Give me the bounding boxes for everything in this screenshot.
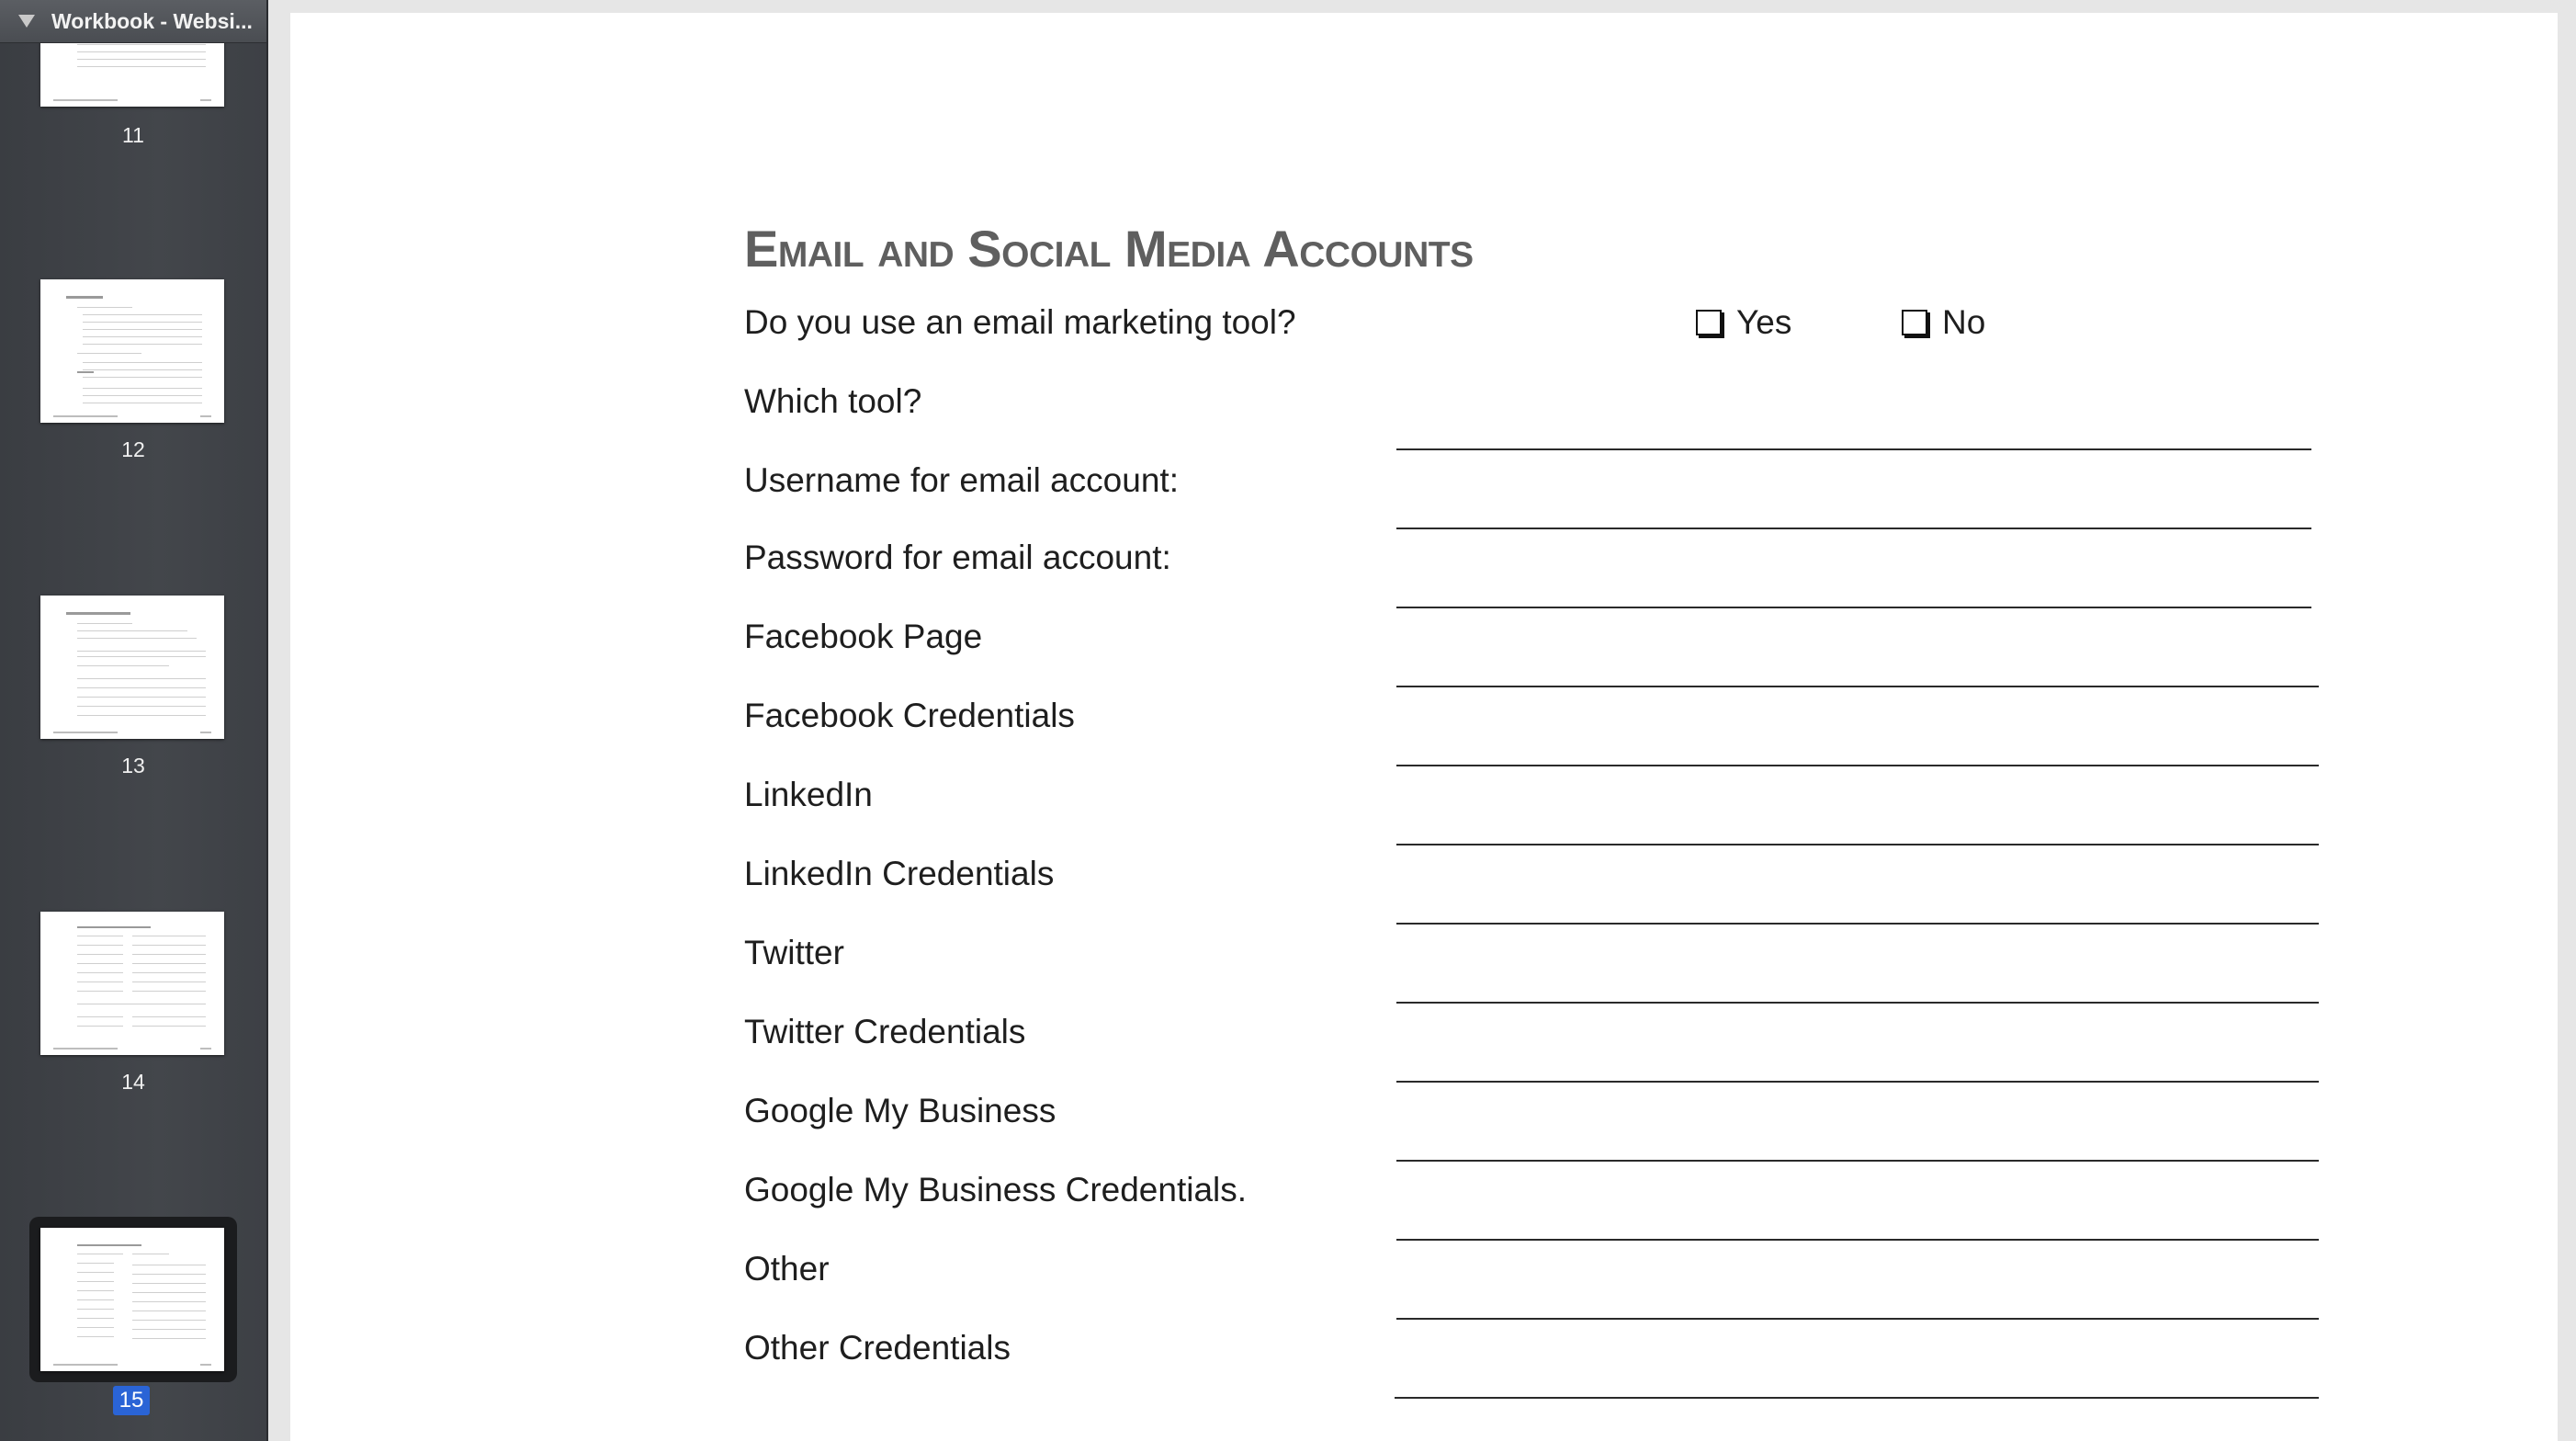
field-label-twitter: Twitter [744,934,844,971]
document-page [290,13,2558,1441]
yes-label: Yes [1736,303,1792,341]
document-title: Workbook - Websi... [51,8,253,33]
thumbnail-sidebar [0,0,268,1441]
field-line-google-my-business-credentials[interactable] [1396,1239,2319,1241]
disclosure-triangle-icon[interactable] [18,15,35,28]
page-thumbnail-13[interactable] [40,596,224,739]
page-thumbnail-15[interactable] [40,1228,224,1371]
page-number-15: 15 [113,1386,150,1415]
no-label: No [1942,303,1986,341]
field-line-which-tool[interactable] [1396,448,2311,450]
field-line-other-credentials[interactable] [1395,1397,2319,1399]
page-number-12: 12 [121,437,145,461]
checkbox-icon[interactable] [1902,310,1927,335]
field-label-google-my-business: Google My Business [744,1092,1056,1129]
yes-checkbox[interactable] [1696,303,1791,342]
page-thumbnail-12[interactable] [40,279,224,423]
field-line-twitter[interactable] [1396,1002,2319,1004]
field-label-facebook-credentials: Facebook Credentials [744,697,1075,734]
field-line-email-password[interactable] [1396,607,2311,608]
field-line-facebook-credentials[interactable] [1396,765,2319,766]
page-number-11: 11 [122,123,144,147]
field-label-linkedin: LinkedIn [744,776,873,813]
field-line-facebook-page[interactable] [1396,686,2319,687]
field-line-twitter-credentials[interactable] [1396,1081,2319,1083]
page-thumbnail-14[interactable] [40,912,224,1055]
field-label-linkedin-credentials: LinkedIn Credentials [744,855,1055,892]
field-label-other: Other [744,1250,830,1288]
field-label-google-my-business-credentials: Google My Business Credentials. [744,1171,1248,1208]
sidebar-header[interactable] [0,0,266,43]
field-line-linkedin-credentials[interactable] [1396,923,2319,925]
email-tool-question: Do you use an email marketing tool? [744,303,1296,341]
page-number-13: 13 [121,754,145,777]
field-label-facebook-page: Facebook Page [744,618,983,655]
field-label-other-credentials: Other Credentials [744,1329,1011,1367]
checkbox-icon[interactable] [1696,310,1722,335]
field-label-email-password: Password for email account: [744,539,1171,576]
field-line-other[interactable] [1396,1318,2319,1320]
field-label-twitter-credentials: Twitter Credentials [744,1013,1026,1050]
no-checkbox[interactable] [1902,303,1985,342]
page-number-14: 14 [121,1070,145,1094]
field-line-linkedin[interactable] [1396,844,2319,845]
field-line-email-username[interactable] [1396,528,2311,529]
field-label-which-tool: Which tool? [744,382,922,420]
page-title: Email and Social Media Accounts [744,220,1474,278]
field-line-google-my-business[interactable] [1396,1160,2319,1162]
field-label-email-username: Username for email account: [744,461,1179,499]
